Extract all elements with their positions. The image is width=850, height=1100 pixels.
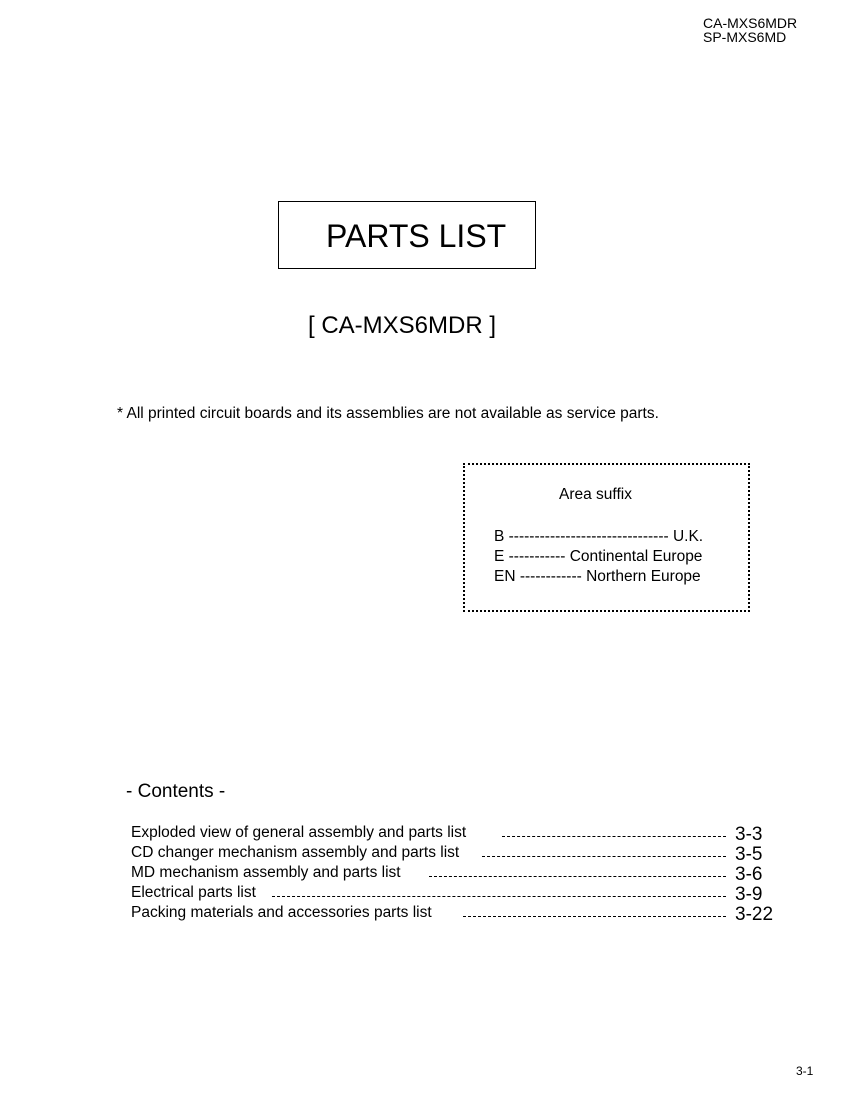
page-title: PARTS LIST (326, 218, 507, 254)
toc-item-label: CD changer mechanism assembly and parts list (131, 844, 460, 861)
toc-item[interactable] (131, 904, 781, 924)
toc-item-page: 3-6 (735, 864, 763, 885)
title-box (278, 201, 536, 269)
service-parts-note: * All printed circuit boards and its assemblies are not available as service parts. (117, 405, 659, 422)
page-number: 3-1 (796, 1064, 814, 1078)
toc-item[interactable] (131, 824, 781, 844)
model-number-secondary: SP-MXS6MD (703, 29, 787, 45)
model-header (703, 16, 797, 44)
toc-item-page: 3-5 (735, 844, 763, 865)
toc-leader (463, 916, 726, 917)
toc-item[interactable] (131, 884, 781, 904)
area-suffix-row-b: B ------------------------------- U.K. (494, 528, 704, 545)
area-suffix-row-e: E ----------- Continental Europe (494, 548, 703, 565)
model-subtitle: [ CA-MXS6MDR ] (308, 312, 497, 339)
model-number-primary: CA-MXS6MDR (703, 15, 798, 31)
area-suffix-title: Area suffix (559, 486, 632, 503)
toc-item-label: MD mechanism assembly and parts list (131, 864, 401, 881)
contents-heading: - Contents - (126, 781, 226, 802)
toc-item-label: Electrical parts list (131, 884, 256, 901)
toc-item-page: 3-3 (735, 824, 763, 845)
toc-item-page: 3-22 (735, 904, 774, 925)
toc-leader (272, 896, 726, 897)
area-suffix-box (463, 463, 750, 612)
area-suffix-row-en: EN ------------ Northern Europe (494, 568, 701, 585)
toc-leader (502, 836, 726, 837)
toc-leader (482, 856, 726, 857)
toc-item[interactable] (131, 844, 781, 864)
toc-item-page: 3-9 (735, 884, 763, 905)
toc-item-label: Packing materials and accessories parts list (131, 904, 432, 921)
toc-item-label: Exploded view of general assembly and parts list (131, 824, 467, 841)
toc-item[interactable] (131, 864, 781, 884)
toc-leader (429, 876, 726, 877)
